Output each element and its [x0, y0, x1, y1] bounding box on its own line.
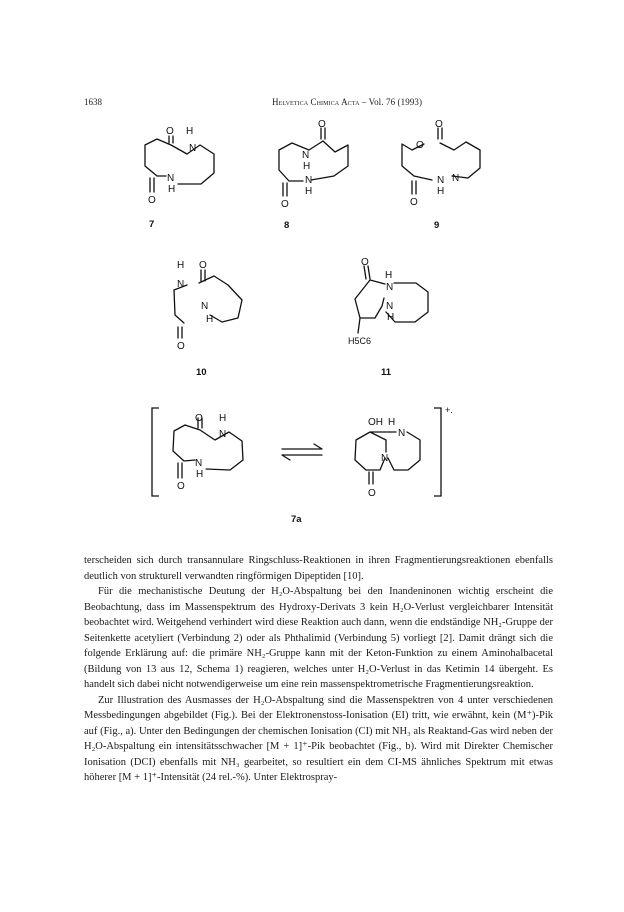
atom-n: N [305, 175, 313, 186]
left-bracket [152, 408, 159, 496]
compound-label-8: 8 [284, 220, 290, 231]
atom-n: N [195, 458, 203, 469]
atom-o: O [361, 257, 369, 268]
paragraph: Für die mechanistische Deutung der H₂O-Abspaltung bei den Inandeninonen wichtig erscheint die Beobachtung, dass im Massenspektrum des Hydroxy-Derivats 3 kein H₂O-Verlust vergleichbarer Intensität beobachtet wird. Weitgehend verhindert wird diese Reaktion auch dann, wenn die endständige NH₂-Gruppe der Seitenkette acetyliert (Verbindung 2) oder als Phthalimid (Verbindung 5) vorliegt [2]. Damit drängt sich die folgende Erklärung auf: die primäre NH₂-Gruppe kann mit der Keton-Funktion zu einem Aminohalbacetal (Bildung von 13 aus 12, Schema 1) reagieren, welches unter H₂O-Verlust in das Ketimin 14 übergeht. Es handelt sich dabei nicht notwendigerweise um eine rein massenspektrometrische Fragmentierungsreaktion. [84, 586, 553, 690]
atom-h: H [388, 417, 396, 428]
atom-o: O [281, 199, 289, 210]
atom-h: H [303, 161, 311, 172]
compound-label-11: 11 [381, 367, 392, 378]
atom-o: O [148, 195, 156, 206]
compound-label-7: 7 [149, 219, 155, 230]
atom-n: N [386, 282, 394, 293]
ring-bonds [279, 141, 348, 181]
atom-n: N [398, 428, 406, 439]
atom-o: O [177, 341, 185, 352]
atom-n: N [452, 173, 460, 184]
atom-o: O [368, 488, 376, 499]
equilibrium-arrows [282, 444, 322, 460]
atom-n: N [381, 453, 389, 464]
ring-bonds [355, 432, 420, 470]
compound-label-10: 10 [196, 367, 207, 378]
atom-o: O [195, 413, 203, 424]
structure-10 [174, 260, 242, 378]
carbonyl-bonds [369, 472, 373, 484]
atom-o: O [416, 140, 424, 151]
atom-h: H [186, 126, 194, 137]
atom-h: H [206, 314, 214, 325]
atom-h: H [305, 186, 313, 197]
body-text [84, 553, 553, 786]
atom-o: O [166, 126, 174, 137]
structure-11 [348, 257, 428, 378]
atom-o: O [177, 481, 185, 492]
atom-h: H [177, 260, 185, 271]
atom-h: H [387, 312, 395, 323]
atom-oh: OH [368, 417, 383, 428]
reaction-7a [152, 405, 453, 525]
structure-7 [145, 126, 214, 230]
atom-n: N [189, 143, 197, 154]
atom-h: H [196, 469, 204, 480]
right-bracket [434, 408, 441, 496]
paragraph: Zur Illustration des Ausmasses der H₂O-Abspaltung sind die Massenspektren von 4 unter verschiedenen Messbedingungen abgebildet (Fig.). Bei der Elektronenstoss-Ionisation (EI) tritt, wie erwähnt, kein (M⁺)-Pik auf (Fig., a). Unter den Bedingungen der chemischen Ionisation (CI) mit NH₃ als Reaktand-Gas wird neben der H₂O-Abspaltung ein intensitätsschwacher [M + 1]⁺-Pik beobachtet (Fig., b). Wird mit Direkter Chemischer Ionisation (DCI) ebenfalls mit NH₃ gearbeitet, so resultiert ein dem CI-MS ähnliches Spektrum mit etwas höherer [M + 1]⁺-Intensität (24 rel.-%). Unter Elektrospray- [84, 694, 553, 783]
phenyl-substituent: H5C6 [348, 336, 372, 346]
structure-8 [279, 119, 348, 231]
atom-o: O [199, 260, 207, 271]
atom-n: N [219, 429, 227, 440]
atom-h: H [219, 413, 227, 424]
atom-n: N [437, 175, 445, 186]
ring-bonds [173, 425, 243, 470]
compound-label-7a: 7a [291, 514, 302, 525]
charge-label: +. [445, 405, 453, 415]
atom-n: N [302, 150, 310, 161]
journal-name: Helvetica Chimica Acta [272, 97, 360, 107]
compound-label-9: 9 [434, 220, 440, 231]
atom-o: O [318, 119, 326, 130]
atom-h: H [168, 184, 176, 195]
atom-h: H [437, 186, 445, 197]
atom-n: N [201, 301, 209, 312]
atom-h: H [385, 270, 393, 281]
page-number: 1638 [84, 97, 102, 107]
atom-n: N [386, 301, 394, 312]
ring-bonds [145, 139, 214, 184]
volume-year: – Vol. 76 (1993) [361, 97, 423, 107]
atom-o: O [435, 119, 443, 130]
atom-o: O [410, 197, 418, 208]
paragraph: terscheiden sich durch transannulare Ringschluss-Reaktionen in ihren Fragmentierungsreaktionen ebenfalls deutlich von strukturell verwandten ringförmigen Dipeptiden [10]. [84, 555, 553, 582]
atom-n: N [177, 279, 185, 290]
structure-9 [402, 119, 480, 231]
atom-n: N [167, 173, 175, 184]
